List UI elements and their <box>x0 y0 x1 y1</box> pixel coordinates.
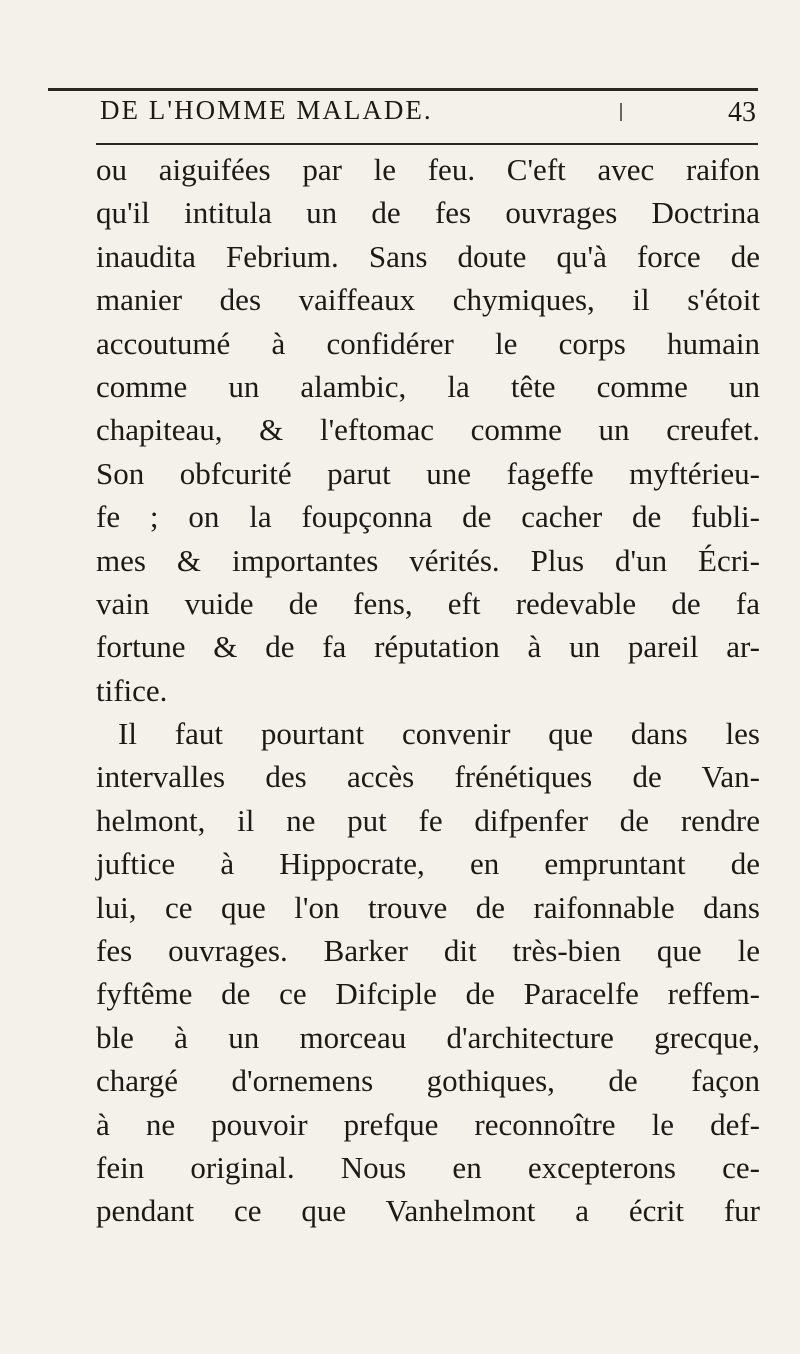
text-line: mes & importantes vérités. Plus d'un Écri- <box>96 542 760 578</box>
header-rule-top <box>48 88 758 91</box>
text-line: chapiteau, & l'eftomac comme un creufet. <box>96 412 760 448</box>
body-text <box>96 148 766 1233</box>
text-line: intervalles des accès frénétiques de Van- <box>96 759 760 795</box>
text-line: helmont, il ne put fe difpenfer de rendre <box>96 802 760 838</box>
text-line: inaudita Febrium. Sans doute qu'à force de <box>96 238 760 274</box>
text-line: fyftême de ce Difciple de Paracelfe reffem- <box>96 976 760 1012</box>
text-line: juftice à Hippocrate, en empruntant de <box>96 846 760 882</box>
text-line: manier des vaiffeaux chymiques, il s'étoit <box>96 282 760 318</box>
text-line: chargé d'ornemens gothiques, de façon <box>96 1063 760 1099</box>
text-line: Son obfcurité parut une fageffe myftérieu- <box>96 455 760 491</box>
header-rule-bottom <box>96 143 758 145</box>
text-line: ble à un morceau d'architecture grecque, <box>96 1019 760 1055</box>
text-line: accoutumé à confidérer le corps humain <box>96 325 760 361</box>
text-line: fein original. Nous en excepterons ce- <box>96 1149 760 1185</box>
text-line: lui, ce que l'on trouve de raifonnable dans <box>96 889 760 925</box>
text-line: fe ; on la foupçonna de cacher de fubli- <box>96 499 760 535</box>
text-line: à ne pouvoir prefque reconnoître le def- <box>96 1106 760 1142</box>
header-mark <box>620 103 622 121</box>
text-line: vain vuide de fens, eft redevable de fa <box>96 585 760 621</box>
running-title: DE L'HOMME MALADE. <box>100 95 433 125</box>
text-line: pendant ce que Vanhelmont a écrit fur <box>96 1193 760 1229</box>
text-line: comme un alambic, la tête comme un <box>96 368 760 404</box>
page-number: 43 <box>728 97 756 128</box>
text-line: fes ouvrages. Barker dit très-bien que le <box>96 933 760 969</box>
text-line: qu'il intitula un de fes ouvrages Doctrina <box>96 195 760 231</box>
text-line: fortune & de fa réputation à un pareil ar- <box>96 629 760 665</box>
page-header <box>100 95 760 135</box>
text-line: ou aiguifées par le feu. C'eft avec raifon <box>96 152 760 187</box>
text-line: Il faut pourtant convenir que dans les <box>118 716 760 752</box>
text-line: tifice. <box>96 672 168 708</box>
